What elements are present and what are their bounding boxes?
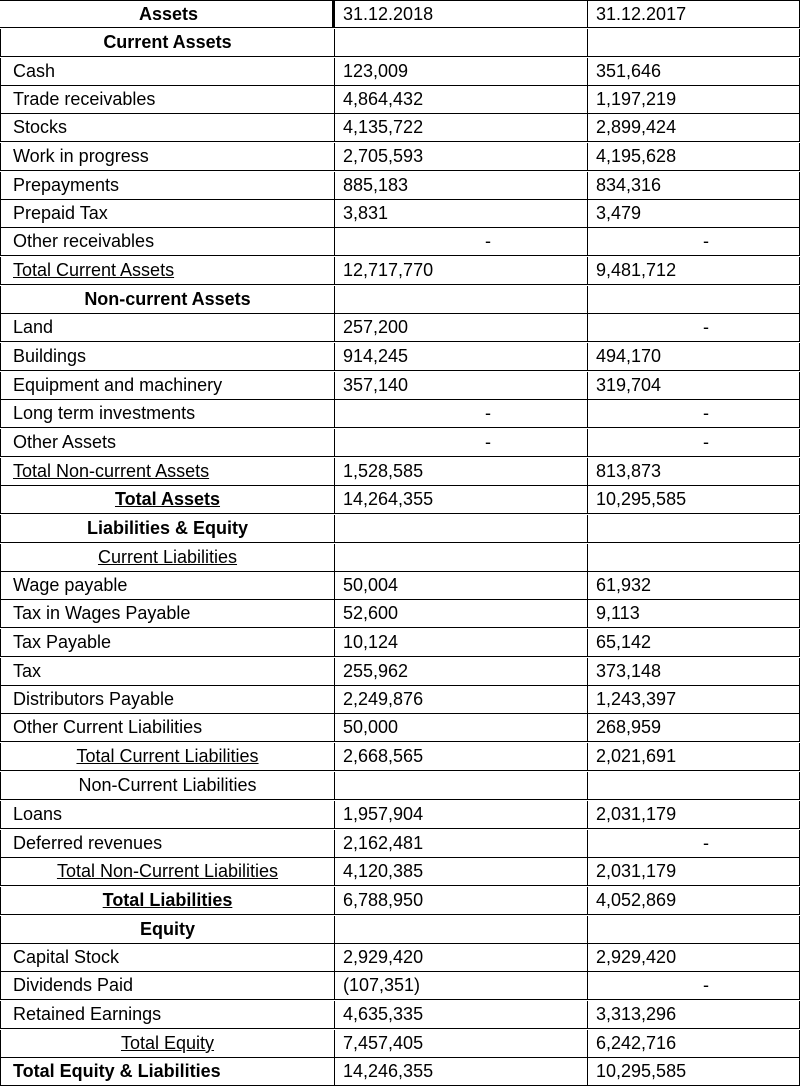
- row-label: Tax: [0, 658, 334, 686]
- value-2017: [587, 29, 800, 57]
- value-2018: 2,929,420: [334, 944, 587, 972]
- header-label-cell: [0, 0, 334, 28]
- table-row: [0, 257, 800, 285]
- value-2017: 834,316: [587, 172, 800, 200]
- table-row: [0, 1001, 800, 1029]
- value-2018: 6,788,950: [334, 887, 587, 915]
- row-label: Trade receivables: [0, 86, 334, 114]
- row-label: Stocks: [0, 114, 334, 142]
- table-row: [0, 29, 800, 57]
- value-2017: 3,313,296: [587, 1001, 800, 1029]
- row-label: Buildings: [0, 343, 334, 371]
- row-label: Wage payable: [0, 572, 334, 600]
- table-row: [0, 858, 800, 886]
- value-2017: [587, 544, 800, 572]
- header-2018: 31.12.2018: [334, 0, 587, 28]
- table-row: [0, 629, 800, 657]
- value-2017: 9,113: [587, 600, 800, 628]
- value-2018: [334, 29, 587, 57]
- table-row: [0, 286, 800, 314]
- row-label: Total Non-current Assets: [0, 458, 334, 486]
- table-row: [0, 58, 800, 86]
- value-2018: 357,140: [334, 372, 587, 400]
- value-2017: -: [587, 314, 800, 342]
- value-2017: -: [587, 400, 800, 428]
- value-2017: 65,142: [587, 629, 800, 657]
- table-row: [0, 1030, 800, 1058]
- row-label: Total Current Assets: [0, 257, 334, 285]
- row-label: Prepayments: [0, 172, 334, 200]
- value-2017: 319,704: [587, 372, 800, 400]
- value-2017: [587, 515, 800, 543]
- row-label: Total Non-Current Liabilities: [0, 858, 334, 886]
- table-row: [0, 314, 800, 342]
- value-2018: 14,246,355: [334, 1058, 587, 1086]
- row-label: Other Assets: [0, 429, 334, 457]
- value-2017: 2,929,420: [587, 944, 800, 972]
- value-2017: 1,243,397: [587, 686, 800, 714]
- table-row: [0, 830, 800, 858]
- row-label: Other Current Liabilities: [0, 714, 334, 742]
- value-2018: 255,962: [334, 658, 587, 686]
- table-row: [0, 429, 800, 457]
- table-row: [0, 343, 800, 371]
- table-row: [0, 887, 800, 915]
- value-2017: [587, 772, 800, 800]
- row-label: Capital Stock: [0, 944, 334, 972]
- row-label: Other receivables: [0, 228, 334, 256]
- table-row: [0, 200, 800, 228]
- value-2017: 9,481,712: [587, 257, 800, 285]
- value-2018: 7,457,405: [334, 1030, 587, 1058]
- row-label: Loans: [0, 801, 334, 829]
- table-row: [0, 372, 800, 400]
- row-label: Land: [0, 314, 334, 342]
- value-2017: 10,295,585: [587, 486, 800, 514]
- value-2018: 2,162,481: [334, 830, 587, 858]
- table-row: [0, 143, 800, 171]
- value-2018: 3,831: [334, 200, 587, 228]
- table-row: [0, 86, 800, 114]
- value-2017: 2,031,179: [587, 858, 800, 886]
- table-row: [0, 458, 800, 486]
- value-2018: 4,135,722: [334, 114, 587, 142]
- row-label: Total Equity: [0, 1030, 334, 1058]
- value-2018: (107,351): [334, 972, 587, 1000]
- table-row: [0, 743, 800, 771]
- table-row: [0, 486, 800, 514]
- value-2018: 2,705,593: [334, 143, 587, 171]
- value-2017: [587, 916, 800, 944]
- value-2017: 3,479: [587, 200, 800, 228]
- value-2018: [334, 772, 587, 800]
- table-header-row: [0, 0, 800, 28]
- value-2017: 4,195,628: [587, 143, 800, 171]
- row-label: Prepaid Tax: [0, 200, 334, 228]
- table-row: [0, 600, 800, 628]
- row-label: Tax Payable: [0, 629, 334, 657]
- value-2018: 4,635,335: [334, 1001, 587, 1029]
- row-label: Liabilities & Equity: [0, 515, 334, 543]
- value-2017: 2,021,691: [587, 743, 800, 771]
- row-label: Total Current Liabilities: [0, 743, 334, 771]
- value-2017: 351,646: [587, 58, 800, 86]
- row-label: Non-current Assets: [0, 286, 334, 314]
- table-row: [0, 944, 800, 972]
- row-label: Total Liabilities: [0, 887, 334, 915]
- value-2017: -: [587, 830, 800, 858]
- value-2018: 885,183: [334, 172, 587, 200]
- table-row: [0, 515, 800, 543]
- value-2018: 4,864,432: [334, 86, 587, 114]
- table-row: [0, 400, 800, 428]
- table-row: [0, 916, 800, 944]
- table-row: [0, 972, 800, 1000]
- row-label: Deferred revenues: [0, 830, 334, 858]
- value-2018: [334, 515, 587, 543]
- value-2018: 10,124: [334, 629, 587, 657]
- value-2018: 1,957,904: [334, 801, 587, 829]
- value-2017: 2,031,179: [587, 801, 800, 829]
- row-label: Work in progress: [0, 143, 334, 171]
- value-2018: -: [334, 400, 587, 428]
- header-label: Assets: [139, 4, 199, 24]
- row-label: Distributors Payable: [0, 686, 334, 714]
- table-row: [0, 572, 800, 600]
- row-label: Total Equity & Liabilities: [0, 1058, 334, 1086]
- row-label: Retained Earnings: [0, 1001, 334, 1029]
- value-2018: -: [334, 429, 587, 457]
- row-label: Tax in Wages Payable: [0, 600, 334, 628]
- table-row: [0, 714, 800, 742]
- row-label: Equipment and machinery: [0, 372, 334, 400]
- row-label: Non-Current Liabilities: [0, 772, 334, 800]
- table-row: [0, 172, 800, 200]
- row-label: Current Liabilities: [0, 544, 334, 572]
- value-2018: 914,245: [334, 343, 587, 371]
- header-2017: 31.12.2017: [587, 0, 800, 28]
- row-label: Dividends Paid: [0, 972, 334, 1000]
- value-2018: [334, 544, 587, 572]
- value-2017: -: [587, 228, 800, 256]
- value-2017: 1,197,219: [587, 86, 800, 114]
- value-2017: 4,052,869: [587, 887, 800, 915]
- value-2018: -: [334, 228, 587, 256]
- table-row: [0, 801, 800, 829]
- value-2017: 6,242,716: [587, 1030, 800, 1058]
- row-label: Current Assets: [0, 29, 334, 57]
- value-2017: 494,170: [587, 343, 800, 371]
- value-2017: 813,873: [587, 458, 800, 486]
- value-2018: 50,000: [334, 714, 587, 742]
- table-row: [0, 114, 800, 142]
- table-row: [0, 228, 800, 256]
- value-2018: 2,249,876: [334, 686, 587, 714]
- value-2017: 61,932: [587, 572, 800, 600]
- value-2017: 10,295,585: [587, 1058, 800, 1086]
- row-label: Long term investments: [0, 400, 334, 428]
- value-2018: 123,009: [334, 58, 587, 86]
- value-2018: [334, 286, 587, 314]
- table-row: [0, 686, 800, 714]
- value-2018: 2,668,565: [334, 743, 587, 771]
- value-2017: 268,959: [587, 714, 800, 742]
- table-row: [0, 772, 800, 800]
- table-row: [0, 658, 800, 686]
- value-2018: 12,717,770: [334, 257, 587, 285]
- value-2017: -: [587, 429, 800, 457]
- value-2017: 373,148: [587, 658, 800, 686]
- value-2018: 50,004: [334, 572, 587, 600]
- row-label: Total Assets: [0, 486, 334, 514]
- value-2018: 52,600: [334, 600, 587, 628]
- value-2018: 14,264,355: [334, 486, 587, 514]
- value-2018: 1,528,585: [334, 458, 587, 486]
- value-2017: 2,899,424: [587, 114, 800, 142]
- value-2017: -: [587, 972, 800, 1000]
- row-label: Cash: [0, 58, 334, 86]
- row-label: Equity: [0, 916, 334, 944]
- value-2018: [334, 916, 587, 944]
- table-row: [0, 544, 800, 572]
- value-2018: 4,120,385: [334, 858, 587, 886]
- value-2017: [587, 286, 800, 314]
- value-2018: 257,200: [334, 314, 587, 342]
- table-row: [0, 1058, 800, 1086]
